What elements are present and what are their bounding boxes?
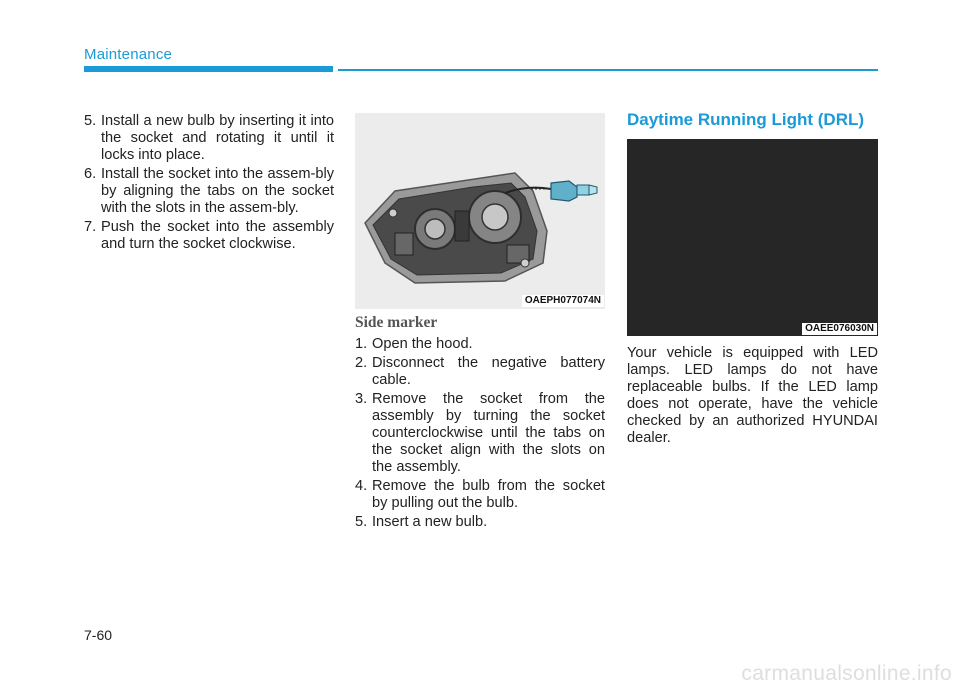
bulb-install-steps [84,113,334,253]
headlamp-assembly-illustration-icon [355,113,605,309]
middle-column [355,314,605,533]
step-text: Install a new bulb by inserting it into the socket and rotating it until it locks into place. [101,113,334,163]
step-number: 7. [84,219,97,235]
step-text: Install the socket into the assem-bly by aligning the tabs on the socket with the slots in the assem-bly. [101,166,334,216]
headlamp-figure [355,113,605,309]
step-item [355,478,605,512]
step-text: Disconnect the negative battery cable. [372,355,605,388]
step-item [355,514,605,531]
step-text: Push the socket into the assembly and turn the socket clockwise. [101,219,334,252]
step-number: 4. [355,478,368,494]
figure-code: OAEE076030N [802,323,877,335]
header-rule-thin [338,69,878,71]
watermark: carmanualsonline.info [741,662,952,685]
step-item [355,391,605,476]
side-marker-steps [355,336,605,531]
step-number: 5. [355,514,368,530]
step-number: 2. [355,355,368,371]
step-text: Insert a new bulb. [372,514,488,530]
left-column [84,113,334,255]
step-item [355,355,605,389]
header-rule-thick [84,66,333,72]
step-number: 1. [355,336,368,352]
step-text: Remove the bulb from the socket by pulling out the bulb. [372,478,605,511]
drl-figure [627,139,878,336]
side-marker-heading: Side marker [355,314,438,331]
step-number: 3. [355,391,368,407]
step-text: Open the hood. [372,336,473,352]
step-number: 6. [84,166,97,182]
right-column [627,345,878,447]
figure-code: OAEPH077074N [522,295,604,307]
section-title: Maintenance [84,46,173,63]
step-number: 5. [84,113,97,129]
step-item [355,336,605,353]
step-text: Remove the socket from the assembly by turning the socket counterclockwise until the tabs on the socket align with the slots on the assembly. [372,391,605,475]
step-item [84,166,334,217]
step-item [84,219,334,253]
step-item [84,113,334,164]
drl-heading: Daytime Running Light (DRL) [627,110,865,129]
drl-paragraph: Your vehicle is equipped with LED lamps. LED lamps do not have replaceable bulbs. If the LED lamp does not operate, have the vehicle checked by an authorized HYUNDAI dealer. [627,345,878,446]
page-number: 7-60 [84,627,113,643]
